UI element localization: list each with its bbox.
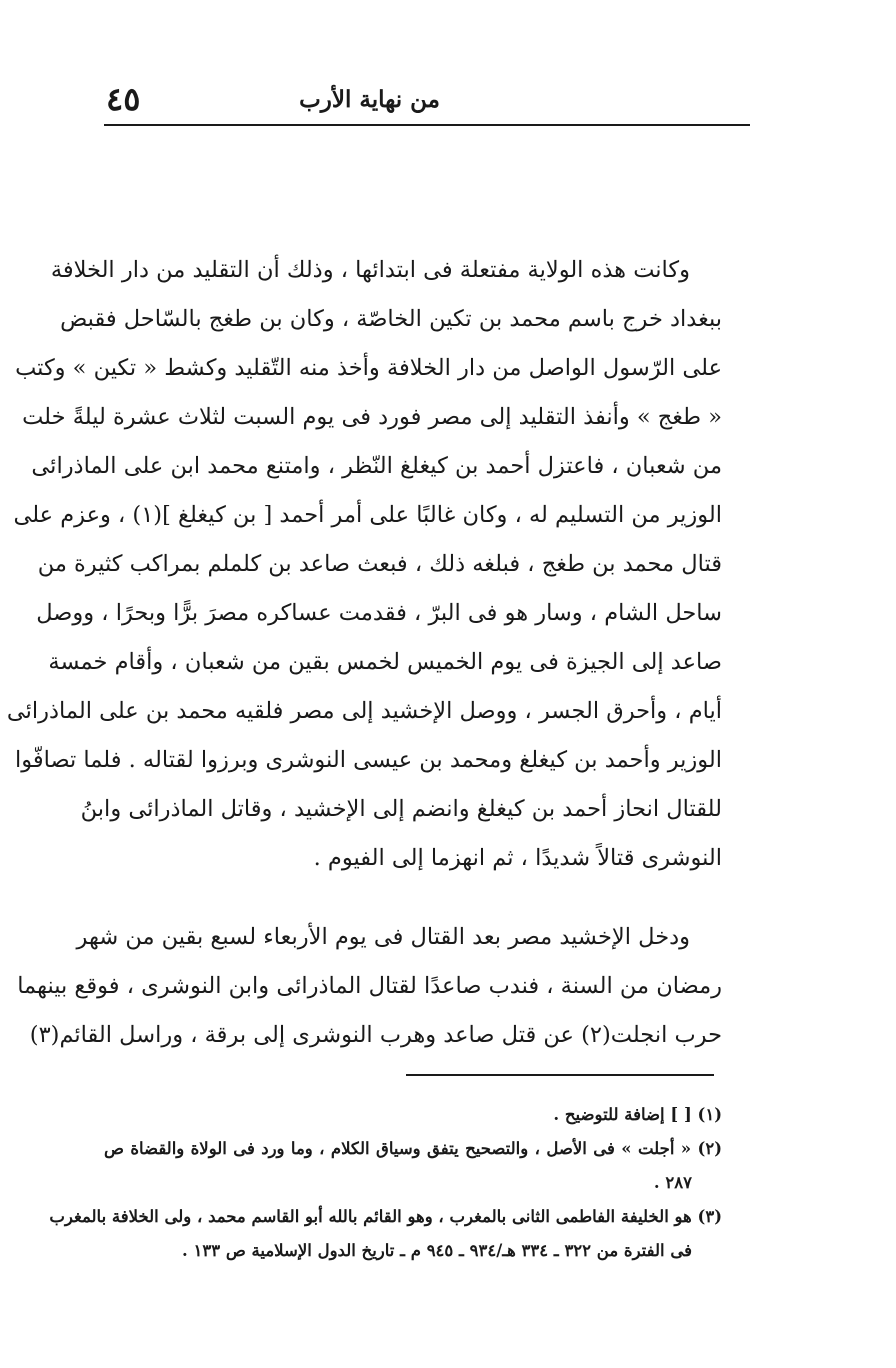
paragraph-1 bbox=[6, 246, 722, 883]
text-line: وكانت هذه الولاية مفتعلة فى ابتدائها ، وذلك أن التقليد من دار الخلافة bbox=[50, 257, 690, 283]
footnote-2-continued: ٢٨٧ . bbox=[653, 1173, 692, 1192]
text-line: حرب انجلت(٢) عن قتل صاعد وهرب النوشرى إلى برقة ، وراسل القائم(٣) bbox=[29, 1022, 722, 1048]
footnote-1: (١) [ ] إضافة للتوضيح . bbox=[553, 1105, 722, 1124]
text-line: صاعد إلى الجيزة فى يوم الخميس لخمس بقين من شعبان ، وأقام خمسة bbox=[48, 649, 722, 675]
footnote-3: (٣) هو الخليفة الفاطمى الثانى بالمغرب ، وهو القائم بالله أبو القاسم محمد ، ولى الخلافة بالمغرب bbox=[49, 1207, 722, 1226]
text-line: قتال محمد بن طغج ، فبلغه ذلك ، فبعث صاعد بن كلملم بمراكب كثيرة من bbox=[37, 551, 722, 577]
text-line: الوزير من التسليم له ، وكان غالبًا على أمر أحمد [ بن كيغلغ ](١) ، وعزم على bbox=[13, 502, 722, 528]
text-line: ساحل الشام ، وسار هو فى البرّ ، فقدمت عساكره مصرَ برًّا وبحرًا ، ووصل bbox=[36, 600, 722, 626]
text-line: أيام ، وأحرق الجسر ، ووصل الإخشيد إلى مصر فلقيه محمد بن على الماذرائى bbox=[6, 698, 722, 724]
text-line: النوشرى قتالاً شديدًا ، ثم انهزما إلى الفيوم . bbox=[313, 845, 722, 871]
footnote-3-continued: فى الفترة من ٣٢٢ ـ ٣٣٤ هـ/٩٣٤ ـ ٩٤٥ م ـ تاريخ الدول الإسلامية ص ١٣٣ . bbox=[181, 1241, 692, 1260]
text-line: للقتال انحاز أحمد بن كيغلغ وانضم إلى الإخشيد ، وقاتل الماذرائى وابنُ bbox=[80, 796, 722, 822]
text-line: ببغداد خرج باسم محمد بن تكين الخاصّة ، وكان بن طغج بالسّاحل فقبض bbox=[60, 306, 722, 332]
page-header bbox=[104, 78, 750, 126]
page-number: ٤٥ bbox=[106, 80, 141, 118]
footnote-2: (٢) « أجلت » فى الأصل ، والتصحيح يتفق وسياق الكلام ، وما ورد فى الولاة والقضاة ص bbox=[104, 1139, 722, 1158]
text-line: « طغج » وأنفذ التقليد إلى مصر فورد فى يوم السبت لثلاث عشرة ليلةً خلت bbox=[22, 404, 722, 430]
footnotes bbox=[49, 1098, 722, 1268]
footnote-separator bbox=[406, 1074, 714, 1076]
paragraph-2 bbox=[17, 913, 722, 1060]
text-line: من شعبان ، فاعتزل أحمد بن كيغلغ النّظر ، وامتنع محمد ابن على الماذرائى bbox=[31, 453, 722, 479]
header-rule bbox=[104, 124, 750, 126]
text-line: على الرّسول الواصل من دار الخلافة وأخذ منه التّقليد وكشط « تكين » وكتب bbox=[15, 355, 722, 381]
text-line: ودخل الإخشيد مصر بعد القتال فى يوم الأربعاء لسبع بقين من شهر bbox=[76, 924, 690, 950]
running-title: من نهاية الأرب bbox=[299, 86, 440, 113]
text-line: الوزير وأحمد بن كيغلغ ومحمد بن عيسى النوشرى وبرزوا لقتاله . فلما تصافّوا bbox=[14, 747, 722, 773]
text-line: رمضان من السنة ، فندب صاعدًا لقتال الماذرائى وابن النوشرى ، فوقع بينهما bbox=[17, 973, 722, 999]
